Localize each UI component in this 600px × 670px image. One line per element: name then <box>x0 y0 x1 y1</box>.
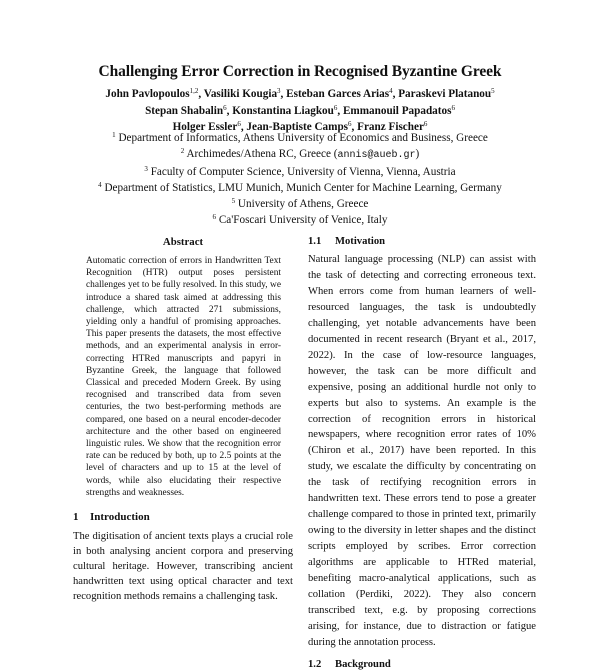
affiliation: $^5$ University of Athens, Greece <box>231 197 369 210</box>
affiliation: $^1$ Department of Informatics, Athens University of Economics and Business, Greece <box>112 131 488 144</box>
left-column <box>73 236 293 604</box>
subsection-heading-motivation: 1.1 Motivation <box>308 236 386 247</box>
author-list <box>60 86 540 136</box>
affiliation-list <box>40 130 560 228</box>
author: John Pavlopoulos$^{1,2}$, <box>105 87 204 100</box>
abstract-text: Automatic correction of errors in Handwritten Text Recognition (HTR) output poses persistent challenges yet to be fully resolved. In this study, we introduce a shared task aimed at addressing this challenge, which attracted 271 submissions, yielding only a handful of promising approaches. This paper presents the datasets, the most effective methods, and an experimental analysis in error-correcting HTRed manuscripts and papyri in Byzantine Greek, the language that followed Classical and preceded Modern Greek. By using recognised and transcribed data from seven centuries, the two best-performing methods are compared, one based on a neural encoder-decoder architecture and the other based on engineered linguistic rules. We show that the recognition error rate can be reduced by both, up to 2.5 points at the level of characters and up to 15 at the level of words, while also elucidating their respective strengths and weaknesses. <box>86 256 281 498</box>
affiliation: $^6$ Ca'Foscari University of Venice, Italy <box>212 213 388 226</box>
affiliation: $^2$ Archimedes/Athena RC, Greece (annis@aueb.gr) <box>180 147 420 161</box>
abstract-heading: Abstract <box>162 236 204 248</box>
author: Stepan Shabalin$^6$, <box>145 103 233 117</box>
introduction-text: The digitisation of ancient texts plays a crucial role in both analysing ancient corpora and preserving cultural heritage. However, transcribing ancient handwritten text using optical character and text recognition methods remains a challenging task. <box>73 531 293 603</box>
affiliation: $^4$ Department of Statistics, LMU Munich, Munich Center for Machine Learning, Germany <box>98 181 502 194</box>
author: Holger Essler$^6$, <box>172 120 247 133</box>
motivation-text: Natural language processing (NLP) can assist with the task of detecting and correcting erroneous text. When errors come from human learners of well-resourced languages, the task is undoubtedly challenging, yet notable advancements have been documented in recent research (Bryant et al., 2017, 2022). In the case of low-resource languages, however, the task can be more difficult and expensive, posing an additional hurdle not only to experts but also to systems. An example is the correction of recognition errors in historical newspapers, where recognition error rates of 10% (Chiron et al., 2017) have been reported. In this study, we escalate the difficulty by concentrating on the task of rectifying recognition errors in handwritten text. These errors tend to pose a greater challenge compared to those in printed text, primarily owing to the diversity in letter shapes and the distinct scripts employed by scribes. Error correction algorithms are applicable to HTRed material, benefiting macro-analytical applications, such as collation (Perdiki, 2022). They also concern transcribed text, e.g. by proposing corrections arising, for instance, due to distraction or fatigue during the annotation process. <box>308 254 536 648</box>
author: Jean-Baptiste Camps$^6$, <box>246 120 358 133</box>
right-column <box>308 236 536 670</box>
paper-title: Challenging Error Correction in Recognised Byzantine Greek <box>98 63 502 80</box>
author: Esteban Garces Arias$^4$, <box>286 87 399 100</box>
author: Emmanouil Papadatos$^6$ <box>342 103 455 117</box>
subsection-heading-background: 1.2 Background <box>308 658 391 670</box>
affiliation: $^3$ Faculty of Computer Science, University of Vienna, Vienna, Austria <box>144 165 456 178</box>
author: Paraskevi Platanou$^5$ <box>398 87 495 100</box>
author: Vasiliki Kougia$^3$, <box>203 87 287 100</box>
section-heading-introduction: 1 Introduction <box>73 511 150 524</box>
author: Konstantina Liagkou$^6$, <box>232 103 343 117</box>
author: Franz Fischer$^6$ <box>357 120 428 133</box>
author-email[interactable]: annis@aueb.gr <box>337 150 416 161</box>
